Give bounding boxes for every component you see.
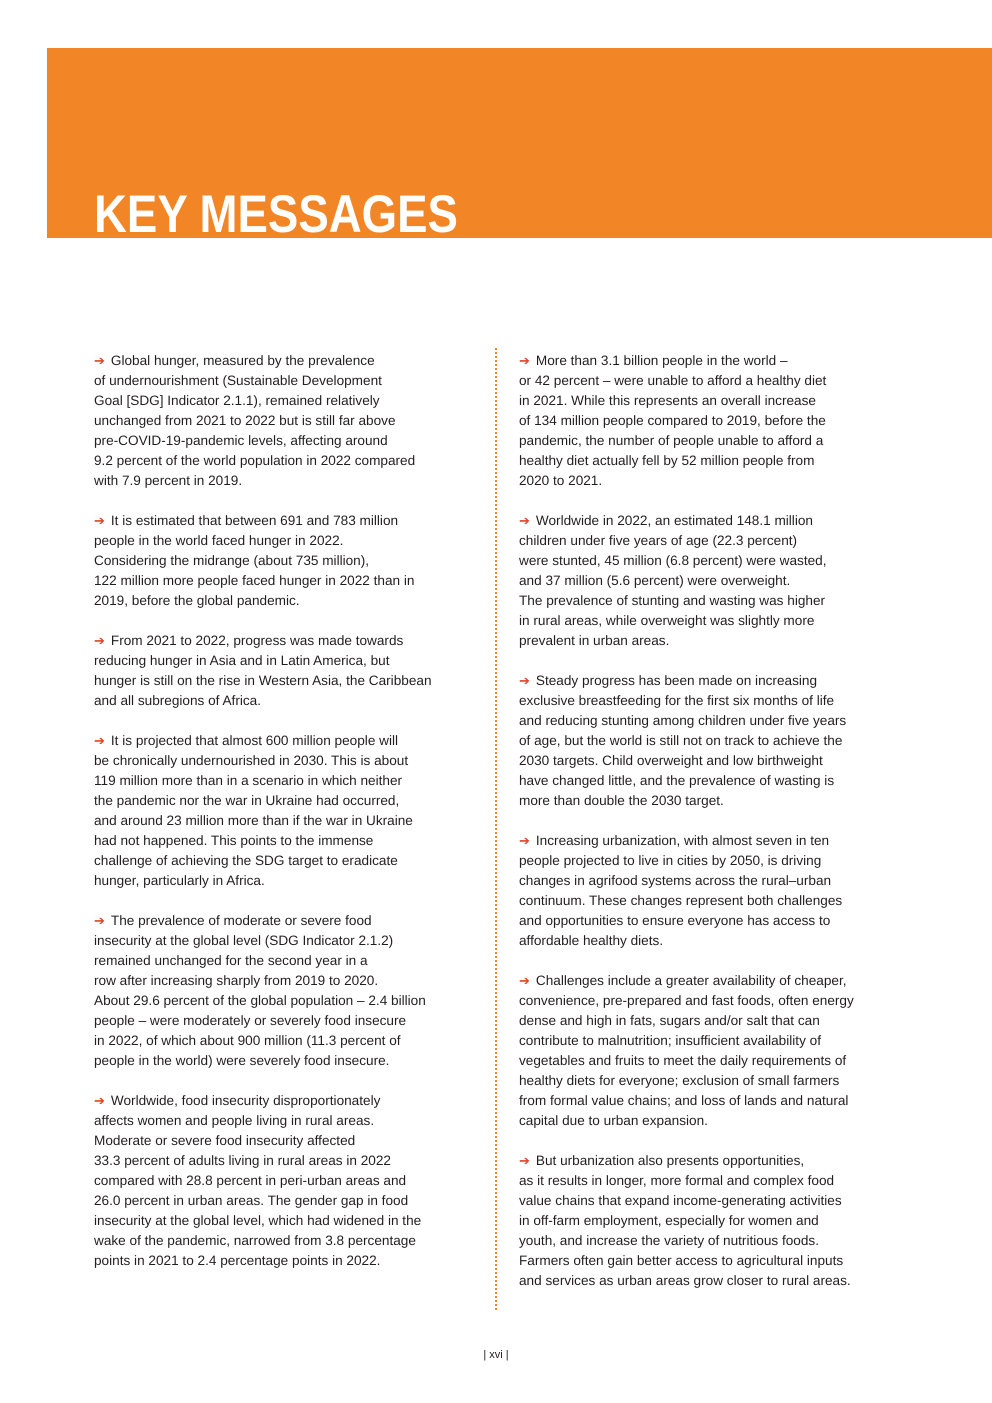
key-message — [94, 731, 472, 891]
arrow-right-icon: ➔ — [519, 833, 530, 848]
message-line: remained unchanged for the second year in a — [94, 953, 368, 968]
arrow-right-icon: ➔ — [94, 353, 105, 368]
message-line: affordable healthy diets. — [519, 933, 664, 948]
column-divider — [495, 348, 497, 1310]
message-line: of 134 million people compared to 2019, before the — [519, 413, 826, 428]
message-text: Global hunger, measured by the prevalence — [110, 353, 375, 368]
message-line: prevalent in urban areas. — [519, 633, 670, 648]
message-line: row after increasing sharply from 2019 to 2020. — [94, 973, 379, 988]
message-line: reducing hunger in Asia and in Latin America, but — [94, 653, 390, 668]
key-message — [519, 511, 899, 651]
arrow-right-icon: ➔ — [94, 733, 105, 748]
message-line: affects women and people living in rural areas. — [94, 1113, 375, 1128]
message-line: pre-COVID-19-pandemic levels, affecting around — [94, 433, 388, 448]
message-line — [94, 731, 472, 751]
arrow-right-icon: ➔ — [519, 353, 530, 368]
message-line: in 2021. While this represents an overall increase — [519, 393, 816, 408]
message-line: points in 2021 to 2.4 percentage points in 2022. — [94, 1253, 381, 1268]
message-line: the pandemic nor the war in Ukraine had occurred, — [94, 793, 400, 808]
message-line: 2020 to 2021. — [519, 473, 603, 488]
message-line: from formal value chains; and loss of lands and natural — [519, 1093, 849, 1108]
message-line: youth, and increase the variety of nutritious foods. — [519, 1233, 819, 1248]
message-line: or 42 percent – were unable to afford a healthy diet — [519, 373, 827, 388]
message-line: and services as urban areas grow closer to rural areas. — [519, 1273, 851, 1288]
arrow-right-icon: ➔ — [94, 633, 105, 648]
right-column — [519, 351, 899, 1311]
arrow-right-icon: ➔ — [519, 513, 530, 528]
message-line — [519, 1151, 899, 1171]
message-line: changes in agrifood systems across the rural–urban — [519, 873, 832, 888]
message-line: 2019, before the global pandemic. — [94, 593, 300, 608]
message-line — [94, 631, 472, 651]
message-line — [519, 671, 899, 691]
message-line — [94, 511, 472, 531]
message-line — [519, 511, 899, 531]
message-line: people – were moderately or severely food insecure — [94, 1013, 407, 1028]
message-line: wake of the pandemic, narrowed from 3.8 percentage — [94, 1233, 416, 1248]
message-line: children under five years of age (22.3 percent) — [519, 533, 798, 548]
message-line: continuum. These changes represent both challenges — [519, 893, 843, 908]
message-line: value chains that expand income-generating activities — [519, 1193, 842, 1208]
message-line: 33.3 percent of adults living in rural areas in 2022 — [94, 1153, 391, 1168]
message-line: in 2022, of which about 900 million (11.3 percent of — [94, 1033, 401, 1048]
message-line: with 7.9 percent in 2019. — [94, 473, 243, 488]
message-line: were stunted, 45 million (6.8 percent) were wasted, — [519, 553, 827, 568]
message-line: and 37 million (5.6 percent) were overweight. — [519, 573, 791, 588]
message-line: compared with 28.8 percent in peri-urban areas and — [94, 1173, 407, 1188]
message-text: Challenges include a greater availability of cheaper, — [535, 973, 847, 988]
message-line: vegetables and fruits to meet the daily requirements of — [519, 1053, 847, 1068]
message-text: Worldwide in 2022, an estimated 148.1 million — [535, 513, 813, 528]
message-line: and all subregions of Africa. — [94, 693, 262, 708]
message-line: hunger is still on the rise in Western Asia, the Caribbean — [94, 673, 432, 688]
message-line: exclusive breastfeeding for the first six months of life — [519, 693, 835, 708]
message-line: and around 23 million more than if the war in Ukraine — [94, 813, 413, 828]
key-message — [519, 971, 899, 1131]
message-line: people in the world faced hunger in 2022. — [94, 533, 344, 548]
message-line: convenience, pre-prepared and fast foods, often energy — [519, 993, 854, 1008]
message-line: 119 million more than in a scenario in which neither — [94, 773, 403, 788]
key-message — [519, 1151, 899, 1291]
key-message — [519, 671, 899, 811]
message-line: had not happened. This points to the immense — [94, 833, 374, 848]
message-line: healthy diets for everyone; exclusion of small farmers — [519, 1073, 840, 1088]
message-line: as it results in longer, more formal and complex food — [519, 1173, 835, 1188]
arrow-right-icon: ➔ — [94, 513, 105, 528]
message-line — [519, 971, 899, 991]
message-line — [94, 351, 472, 371]
message-line: people projected to live in cities by 2050, is driving — [519, 853, 822, 868]
message-line: Moderate or severe food insecurity affected — [94, 1133, 356, 1148]
arrow-right-icon: ➔ — [519, 973, 530, 988]
message-line: of undernourishment (Sustainable Development — [94, 373, 382, 388]
key-message — [519, 351, 899, 491]
page-number: | xvi | — [483, 1349, 509, 1361]
message-text: It is estimated that between 691 and 783 million — [110, 513, 399, 528]
message-line: capital due to urban expansion. — [519, 1113, 708, 1128]
message-line: Farmers often gain better access to agricultural inputs — [519, 1253, 844, 1268]
message-line: 26.0 percent in urban areas. The gender gap in food — [94, 1193, 409, 1208]
message-line: 122 million more people faced hunger in 2022 than in — [94, 573, 415, 588]
message-line: people in the world) were severely food insecure. — [94, 1053, 390, 1068]
message-line: healthy diet actually fell by 52 million people from — [519, 453, 815, 468]
message-text: Increasing urbanization, with almost seven in ten — [535, 833, 830, 848]
key-message — [94, 1091, 472, 1271]
message-line — [519, 351, 899, 371]
key-message — [94, 351, 472, 491]
message-line: have changed little, and the prevalence of wasting is — [519, 773, 835, 788]
message-line: in rural areas, while overweight was slightly more — [519, 613, 815, 628]
message-line: hunger, particularly in Africa. — [94, 873, 265, 888]
message-line: Considering the midrange (about 735 million), — [94, 553, 370, 568]
message-line: unchanged from 2021 to 2022 but is still far above — [94, 413, 396, 428]
message-line: more than double the 2030 target. — [519, 793, 724, 808]
message-line: About 29.6 percent of the global population – 2.4 billion — [94, 993, 426, 1008]
message-text: It is projected that almost 600 million people will — [110, 733, 399, 748]
message-line: pandemic, the number of people unable to afford a — [519, 433, 824, 448]
message-line: and reducing stunting among children under five years — [519, 713, 847, 728]
message-text: The prevalence of moderate or severe food — [110, 913, 372, 928]
message-line: insecurity at the global level, which had widened in the — [94, 1213, 422, 1228]
arrow-right-icon: ➔ — [94, 1093, 105, 1108]
message-text: More than 3.1 billion people in the world – — [535, 353, 788, 368]
message-line: insecurity at the global level (SDG Indicator 2.1.2) — [94, 933, 394, 948]
page-title: KEY MESSAGES — [94, 185, 458, 244]
message-line: challenge of achieving the SDG target to eradicate — [94, 853, 398, 868]
key-message — [519, 831, 899, 951]
message-line: dense and high in fats, sugars and/or salt that can — [519, 1013, 820, 1028]
message-line: 2030 targets. Child overweight and low birthweight — [519, 753, 823, 768]
left-column — [94, 351, 472, 1291]
message-text: Steady progress has been made on increasing — [535, 673, 818, 688]
message-line: The prevalence of stunting and wasting was higher — [519, 593, 826, 608]
arrow-right-icon: ➔ — [519, 673, 530, 688]
message-line — [94, 911, 472, 931]
arrow-right-icon: ➔ — [94, 913, 105, 928]
arrow-right-icon: ➔ — [519, 1153, 530, 1168]
message-text: Worldwide, food insecurity disproportionately — [110, 1093, 381, 1108]
message-line: Goal [SDG] Indicator 2.1.1), remained relatively — [94, 393, 380, 408]
message-line: in off-farm employment, especially for women and — [519, 1213, 819, 1228]
message-line: of age, but the world is still not on track to achieve the — [519, 733, 843, 748]
message-line — [94, 1091, 472, 1111]
message-line: 9.2 percent of the world population in 2022 compared — [94, 453, 416, 468]
message-text: From 2021 to 2022, progress was made towards — [110, 633, 404, 648]
message-line: contribute to malnutrition; insufficient availability of — [519, 1033, 821, 1048]
message-line: be chronically undernourished in 2030. This is about — [94, 753, 409, 768]
message-line: and opportunities to ensure everyone has access to — [519, 913, 831, 928]
key-message — [94, 911, 472, 1071]
message-text: But urbanization also presents opportunities, — [535, 1153, 805, 1168]
message-line — [519, 831, 899, 851]
key-message — [94, 511, 472, 611]
key-message — [94, 631, 472, 711]
